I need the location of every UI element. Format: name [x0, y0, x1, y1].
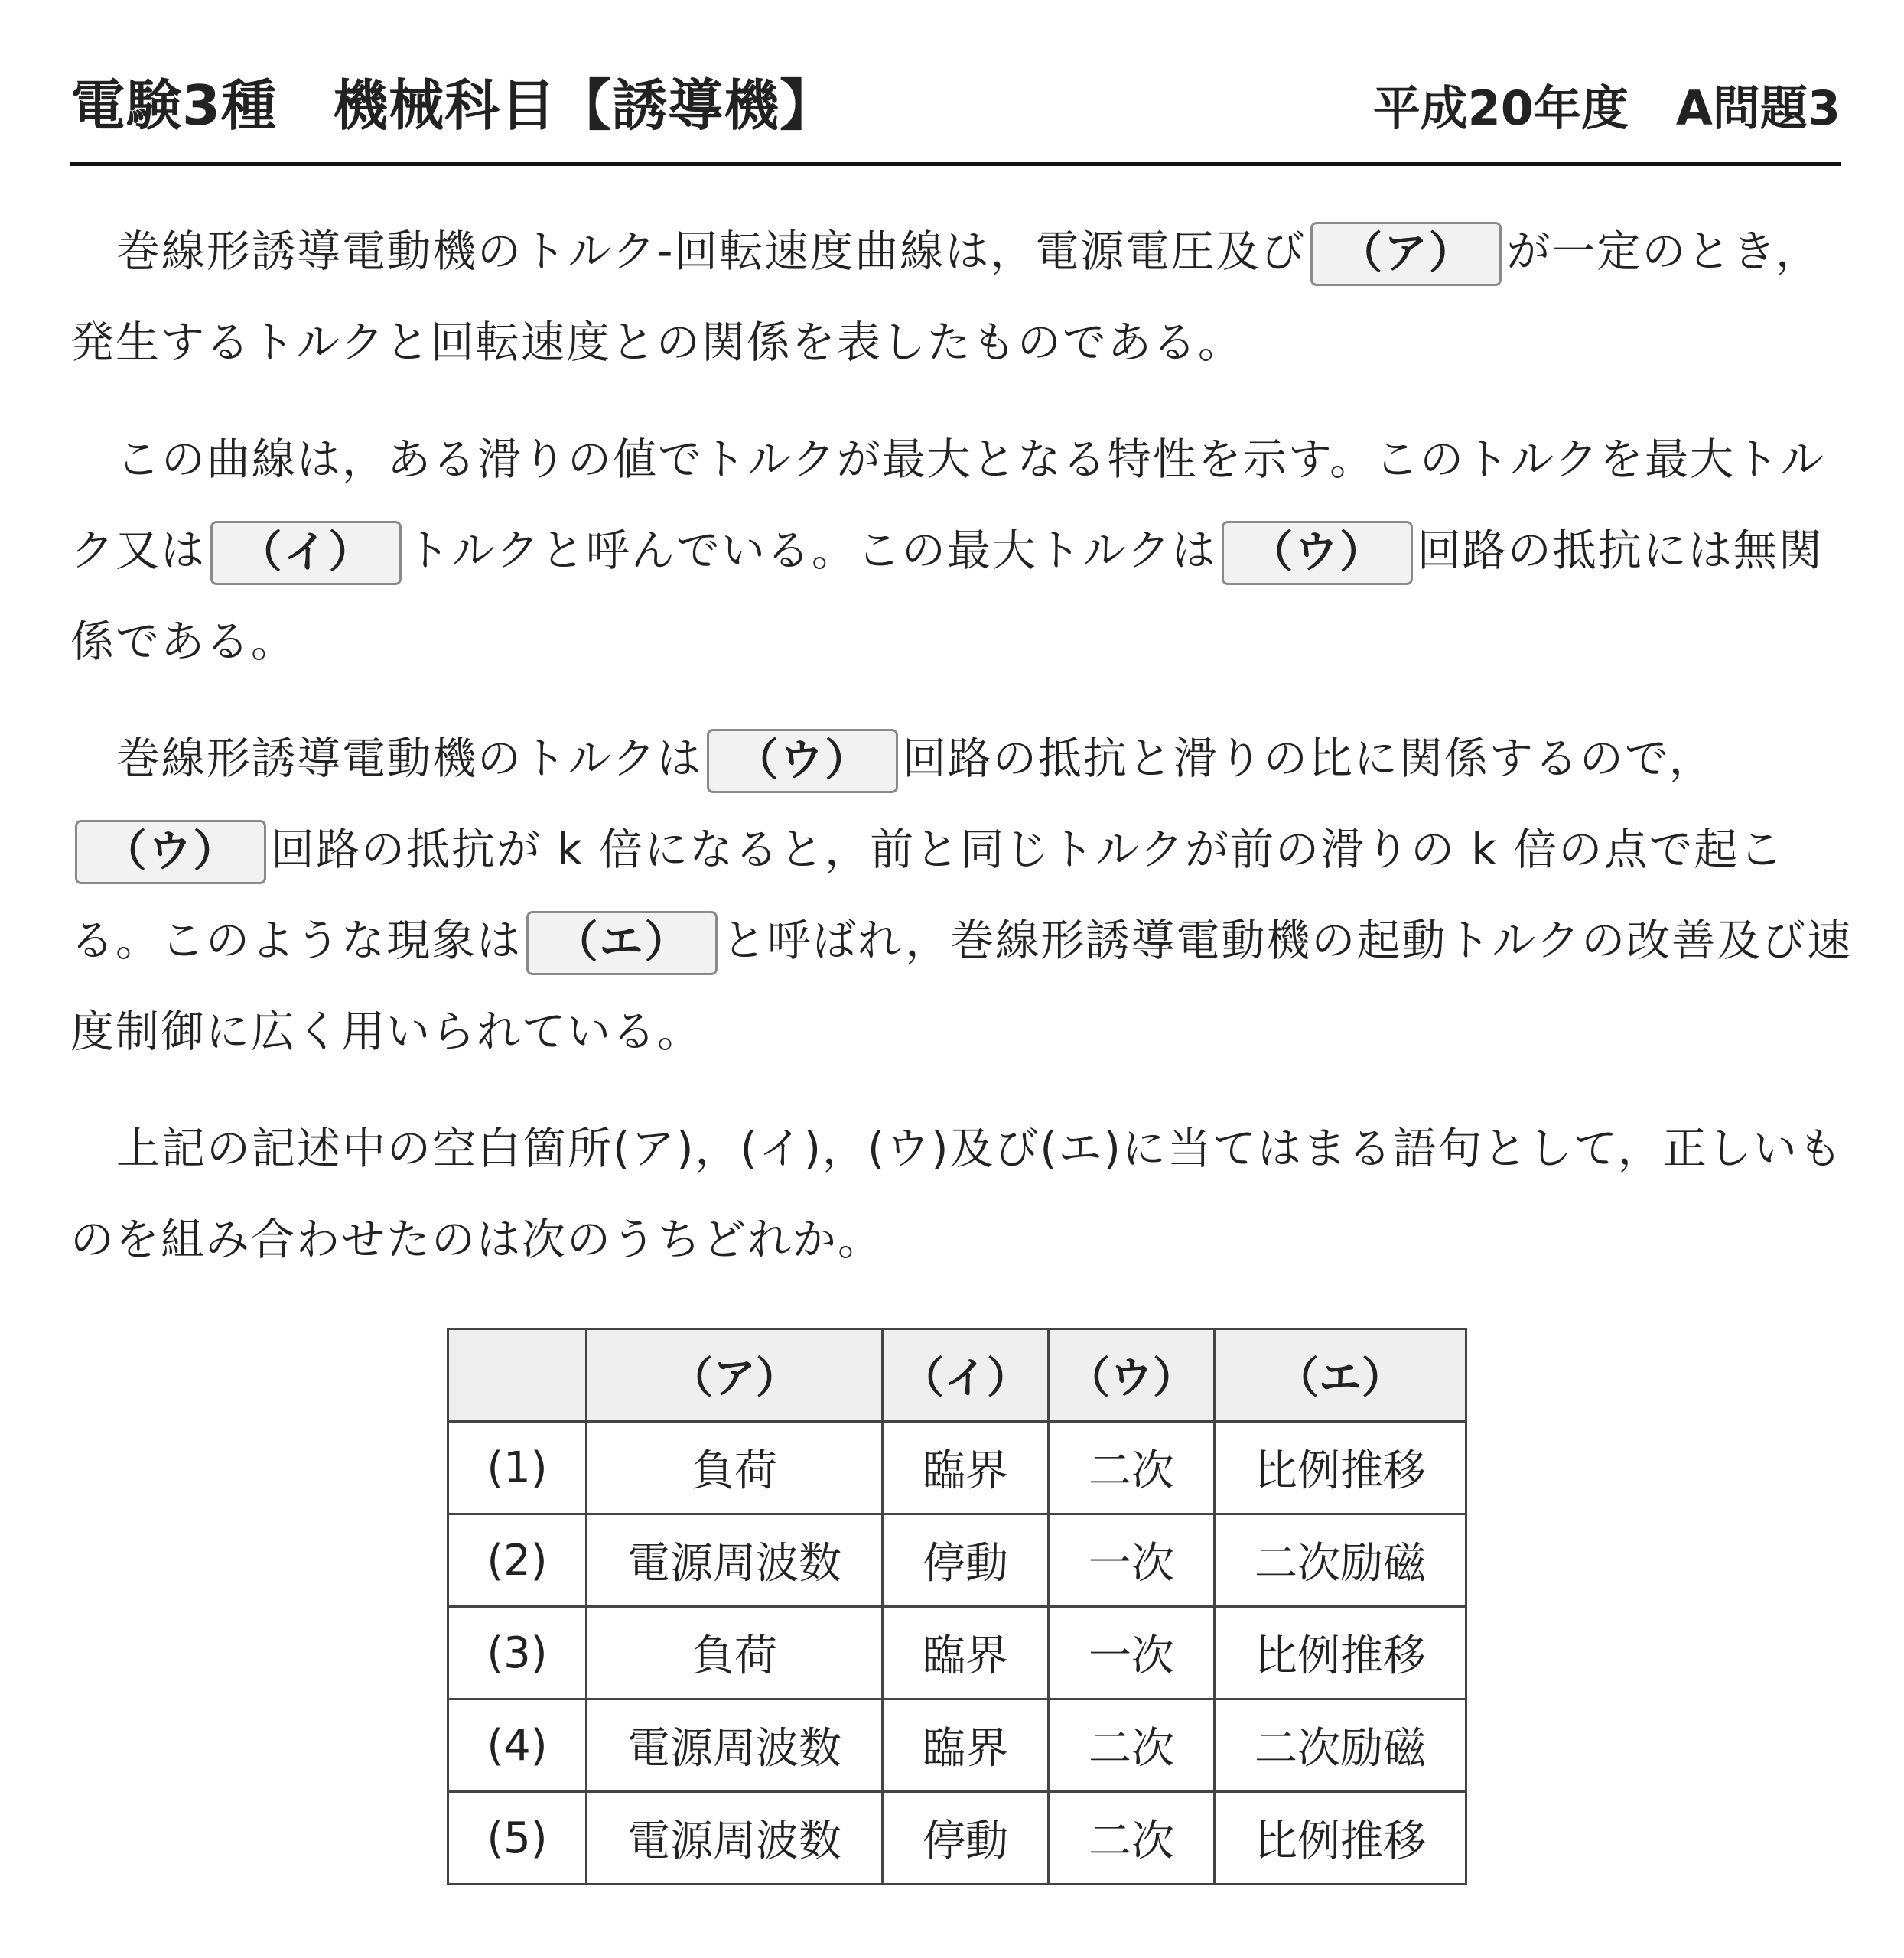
table-cell: 臨界 — [883, 1607, 1049, 1699]
text: トルクと呼んでいる。この最大トルクは — [406, 525, 1217, 576]
exam-info: 平成20年度 A問題3 — [1372, 80, 1841, 136]
paragraph-2 — [70, 415, 1853, 688]
choice-number: (2) — [448, 1514, 587, 1607]
paragraph-1 — [70, 207, 1853, 389]
choice-number: (5) — [448, 1792, 587, 1885]
table-cell: 臨界 — [883, 1699, 1049, 1792]
page-title: 電験3種 機械科目【誘導機】 — [70, 73, 836, 138]
table-cell: 二次 — [1049, 1699, 1215, 1792]
paragraph-4 — [70, 1104, 1853, 1286]
text: 巻線形誘導電動機のトルク-回転速度曲線は，電源電圧及び — [116, 226, 1307, 277]
answer-choices-table — [447, 1328, 1467, 1885]
table-cell: 比例推移 — [1215, 1422, 1466, 1514]
table-cell: 臨界 — [883, 1422, 1049, 1514]
table-cell: 負荷 — [587, 1607, 883, 1699]
table-row — [448, 1607, 1466, 1699]
text: 回路の抵抗が k 倍になると，前と同じトルクが前の滑りの k 倍の点で起こる。このような現象は — [70, 825, 1785, 966]
blank-u: （ウ） — [75, 820, 266, 884]
table-cell: 電源周波数 — [587, 1699, 883, 1792]
table-cell: 比例推移 — [1215, 1607, 1466, 1699]
table-row — [448, 1422, 1466, 1514]
text: 回路の抵抗と滑りの比に関係するので， — [902, 733, 1714, 784]
table-cell: 二次 — [1049, 1422, 1215, 1514]
header-cell-i: （イ） — [883, 1329, 1049, 1422]
blank-a: （ア） — [1310, 222, 1502, 286]
blank-u: （ウ） — [1222, 521, 1413, 585]
text: が一定のとき，発生するトルクと回転速度との関係を表したものである。 — [70, 226, 1821, 368]
text: 巻線形誘導電動機のトルクは — [116, 733, 702, 784]
blank-u: （ウ） — [707, 729, 898, 793]
table-cell: 一次 — [1049, 1607, 1215, 1699]
choice-number: (3) — [448, 1607, 587, 1699]
table-row — [448, 1792, 1466, 1885]
table-cell: 二次励磁 — [1215, 1699, 1466, 1792]
table-cell: 電源周波数 — [587, 1514, 883, 1607]
choice-number: (4) — [448, 1699, 587, 1792]
table-row — [448, 1514, 1466, 1607]
page-header — [70, 46, 1841, 166]
header-cell-e: （エ） — [1215, 1329, 1466, 1422]
blank-e: （エ） — [526, 911, 718, 975]
choice-number: (1) — [448, 1422, 587, 1514]
table-row — [448, 1699, 1466, 1792]
header-cell-u: （ウ） — [1049, 1329, 1215, 1422]
table-cell: 二次励磁 — [1215, 1514, 1466, 1607]
table-cell: 比例推移 — [1215, 1792, 1466, 1885]
question-text — [70, 207, 1853, 1312]
text: と呼ばれ，巻線形誘導電動機の起動トルクの改善及び速度制御に広く用いられている。 — [70, 916, 1853, 1057]
table-header-row — [448, 1329, 1466, 1422]
paragraph-3 — [70, 714, 1853, 1078]
table-cell: 停動 — [883, 1792, 1049, 1885]
text: 上記の記述中の空白箇所(ア)，(イ)，(ウ)及び(エ)に当てはまる語句として，正しいものを組み合わせたのは次のうちどれか。 — [70, 1124, 1844, 1265]
text: 回路の抵抗には無関係である。 — [70, 525, 1824, 667]
table-cell: 一次 — [1049, 1514, 1215, 1607]
header-cell-blank — [448, 1329, 587, 1422]
table-cell: 停動 — [883, 1514, 1049, 1607]
header-cell-a: （ア） — [587, 1329, 883, 1422]
table-cell: 電源周波数 — [587, 1792, 883, 1885]
table-cell: 二次 — [1049, 1792, 1215, 1885]
text: この曲線は，ある滑りの値でトルクが最大となる特性を示す。このトルクを最大トルク又は — [70, 434, 1826, 576]
blank-i: （イ） — [210, 521, 402, 585]
table-cell: 負荷 — [587, 1422, 883, 1514]
